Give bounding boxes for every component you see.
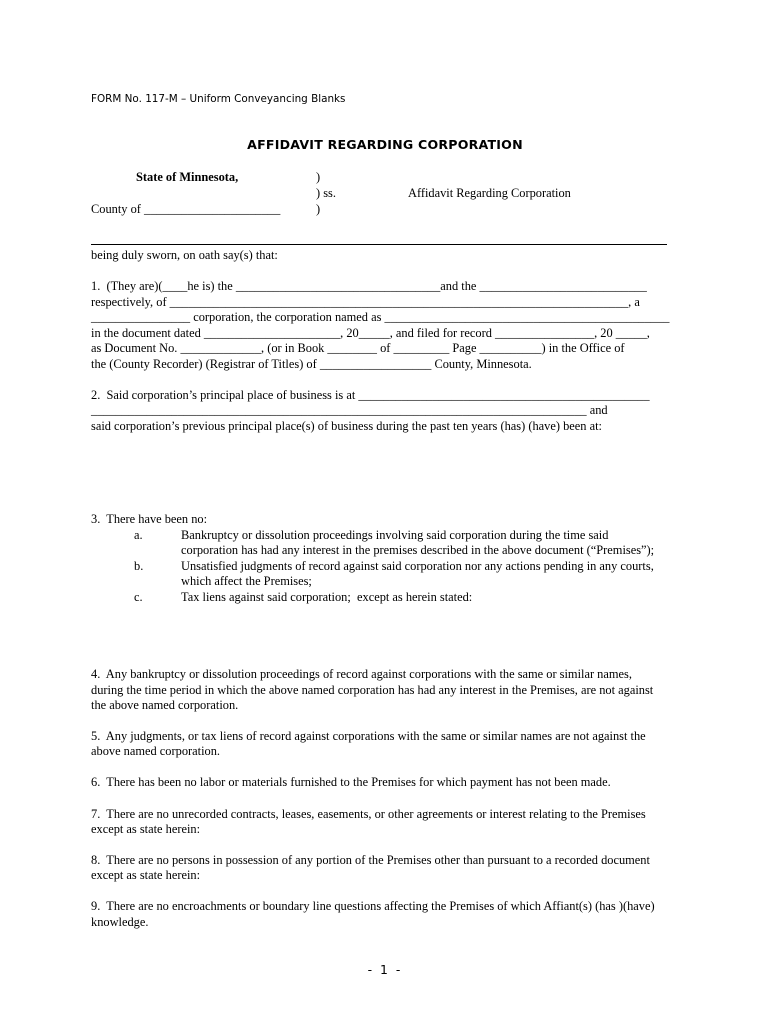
para3-item-c-line1: Tax liens against said corporation; except as herein stated: (181, 590, 473, 604)
para1-line4: in the document dated ______________________, 20_____, and filed for record ________________, 20 _____, (91, 326, 650, 340)
venue-state: State of Minnesota, (136, 170, 239, 184)
para4-line2: during the time period in which the above named corporation has had any interest in the Premises, are not against (91, 683, 654, 697)
para3-item-a-letter: a. (134, 528, 143, 542)
document-title: AFFIDAVIT REGARDING CORPORATION (247, 137, 523, 152)
page-number: - 1 - (367, 962, 403, 977)
venue-paren-top: ) (316, 170, 321, 184)
para3-item-a-line1: Bankruptcy or dissolution proceedings involving said corporation during the time said (181, 528, 609, 542)
form-header: FORM No. 117-M – Uniform Conveyancing Blanks (91, 93, 346, 105)
para1-line1: 1. (They are)(____he is) the _________________________________and the ___________________________ (91, 279, 647, 293)
para1-line5: as Document No. _____________, (or in Book ________ of _________ Page __________) in the Office of (91, 341, 625, 355)
para1-line3: ________________ corporation, the corporation named as ______________________________________________ (91, 310, 670, 324)
para3-item-b-line1: Unsatisfied judgments of record against said corporation nor any actions pending in any courts, (181, 559, 654, 573)
para3-item-b-letter: b. (134, 559, 144, 573)
sworn-statement: being duly sworn, on oath say(s) that: (91, 248, 278, 262)
para7-line1: 7. There are no unrecorded contracts, leases, easements, or other agreements or interest relating to the Premises (91, 807, 646, 821)
para7-line2: except as state herein: (91, 822, 201, 836)
para4-line1: 4. Any bankruptcy or dissolution proceedings of record against corporations with the same or similar names, (91, 667, 632, 681)
para6-line1: 6. There has been no labor or materials furnished to the Premises for which payment has not been made. (91, 775, 611, 789)
para4-line3: the above named corporation. (91, 698, 239, 712)
para1-line2: respectively, of __________________________________________________________________________, a (91, 295, 640, 309)
venue-caption: Affidavit Regarding Corporation (408, 186, 571, 200)
venue-county: County of ______________________ (91, 202, 281, 216)
para2-line3: said corporation’s previous principal place(s) of business during the past ten years (has) (have) been at: (91, 419, 602, 433)
venue-paren-bottom: ) (316, 202, 321, 216)
para8-line2: except as state herein: (91, 868, 201, 882)
para3-intro: 3. There have been no: (91, 512, 208, 526)
para2-line2: ________________________________________________________________________________ and (91, 403, 608, 417)
para3-item-b-line2: which affect the Premises; (181, 574, 312, 588)
para9-line1: 9. There are no encroachments or boundary line questions affecting the Premises of which Affiant(s) (has )(have) (91, 899, 655, 913)
affiant-name-line (91, 244, 667, 245)
para2-line1: 2. Said corporation’s principal place of business is at _______________________________________________ (91, 388, 650, 402)
para8-line1: 8. There are no persons in possession of any portion of the Premises other than pursuant to a recorded document (91, 853, 650, 867)
para1-line6: the (County Recorder) (Registrar of Titles) of __________________ County, Minnesota. (91, 357, 532, 371)
para3-item-a-line2: corporation has had any interest in the premises described in the above document (“Premises”); (181, 543, 655, 557)
para3-item-c-letter: c. (134, 590, 143, 604)
para5-line2: above named corporation. (91, 744, 221, 758)
para9-line2: knowledge. (91, 915, 149, 929)
venue-ss: ) ss. (316, 186, 336, 200)
para5-line1: 5. Any judgments, or tax liens of record against corporations with the same or similar names are not against the (91, 729, 646, 743)
